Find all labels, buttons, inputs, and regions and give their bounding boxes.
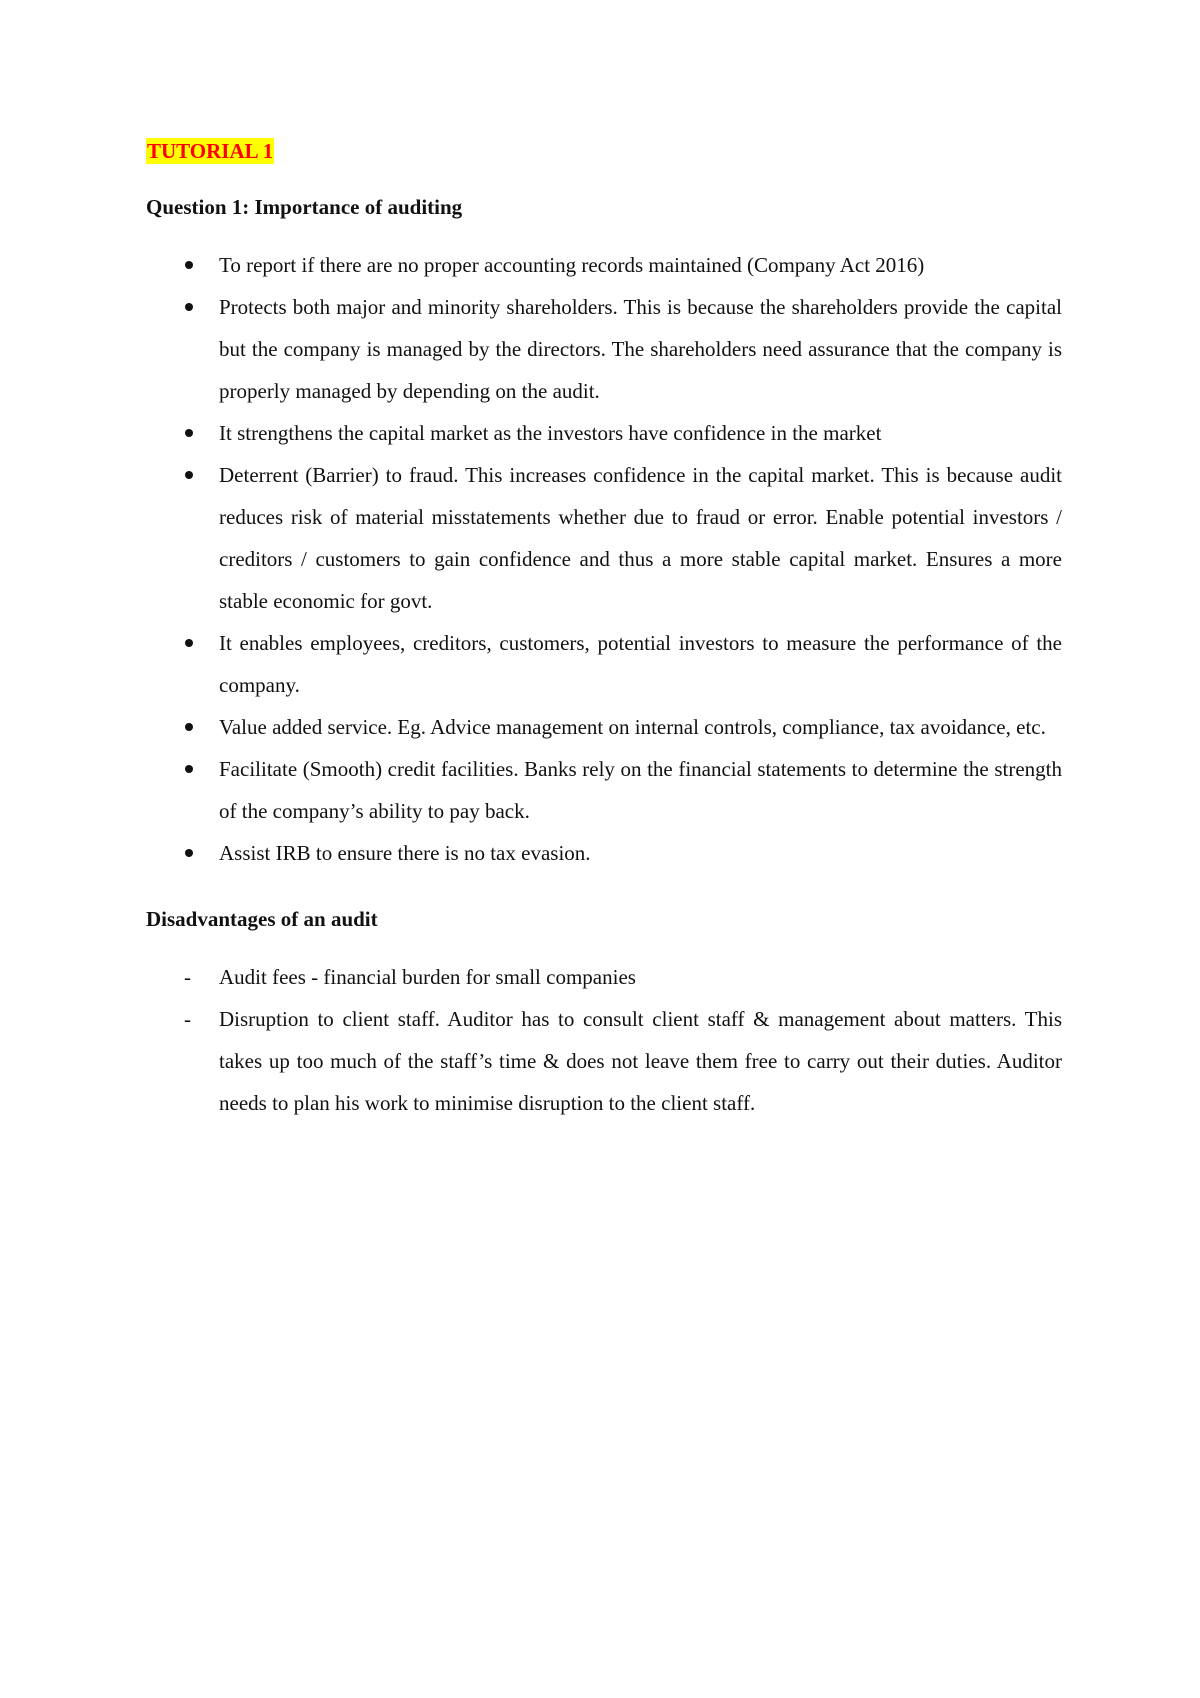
list-item-text: It enables employees, creditors, customers, potential investors to measure the performance of the company. [219,631,1062,697]
list-item [146,286,1062,412]
section-heading-disadvantages: Disadvantages of an audit [146,907,378,931]
bullet-icon [185,765,193,773]
list-item [146,832,1062,874]
list-item-text: Deterrent (Barrier) to fraud. This increases confidence in the capital market. This is because audit reduces risk of material misstatements whether due to fraud or error. Enable potential investors / creditors / customers to gain confidence and thus a more stable capital market. Ensures a more stable economic for govt. [219,463,1062,613]
list-item-text: Assist IRB to ensure there is no tax evasion. [219,841,591,865]
bullet-icon [185,303,193,311]
list-item [146,454,1062,622]
list-item [146,998,1062,1124]
dash-marker: - [184,1007,191,1031]
bullet-icon [185,429,193,437]
list-item-text: Facilitate (Smooth) credit facilities. Banks rely on the financial statements to determine the strength of the company’s ability to pay back. [219,757,1062,823]
list-item [146,622,1062,706]
list-item-text: It strengthens the capital market as the investors have confidence in the market [219,421,882,445]
section-heading-importance: Question 1: Importance of auditing [146,195,463,219]
list-item [146,706,1062,748]
list-item-text: Audit fees - financial burden for small companies [219,965,636,989]
list-item [146,748,1062,832]
list-item-text: Protects both major and minority shareholders. This is because the shareholders provide the capital but the company is managed by the directors. The shareholders need assurance that the company is properly managed by depending on the audit. [219,295,1062,403]
bullet-icon [185,471,193,479]
importance-bullet-list [146,244,1062,874]
list-item-text: Disruption to client staff. Auditor has to consult client staff & management about matters. This takes up too much of the staff’s time & does not leave them free to carry out their duties. Auditor needs to plan his work to minimise disruption to the client staff. [219,1007,1062,1115]
list-item-text: Value added service. Eg. Advice management on internal controls, compliance, tax avoidance, etc. [219,715,1046,739]
bullet-icon [185,261,193,269]
bullet-icon [185,849,193,857]
document-page [146,138,1062,1124]
list-item [146,956,1062,998]
bullet-icon [185,723,193,731]
list-item [146,244,1062,286]
list-item-text: To report if there are no proper accounting records maintained (Company Act 2016) [219,253,925,277]
document-title: TUTORIAL 1 [147,139,274,163]
disadvantages-dash-list [146,956,1062,1124]
dash-marker: - [184,965,191,989]
bullet-icon [185,639,193,647]
list-item [146,412,1062,454]
